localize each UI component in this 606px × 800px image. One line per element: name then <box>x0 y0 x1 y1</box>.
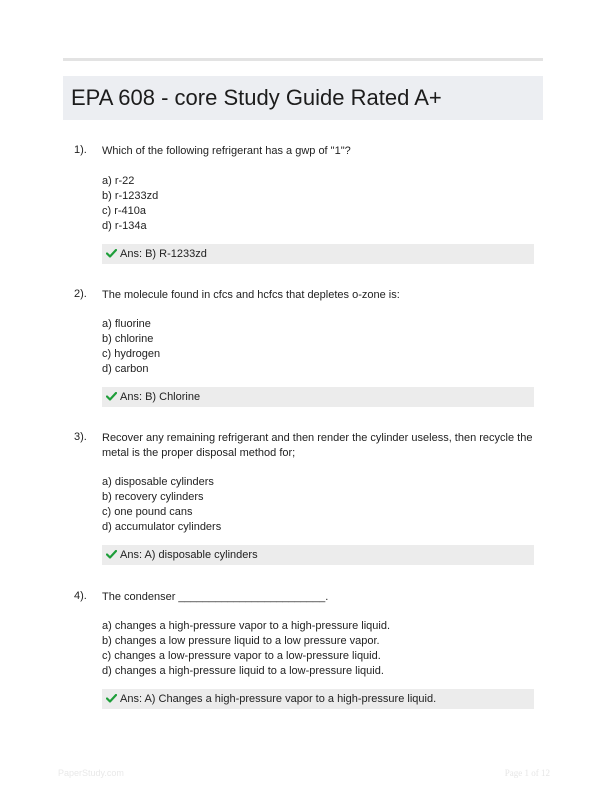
option-a: a) disposable cylinders <box>102 476 214 488</box>
question-number: 2). <box>74 288 87 300</box>
option-d: d) r-134a <box>102 220 147 232</box>
option-b: b) changes a low pressure liquid to a low pressure vapor. <box>102 635 380 647</box>
answer-text: Ans: A) disposable cylinders <box>120 549 258 561</box>
question-number: 1). <box>74 144 87 156</box>
option-d: d) carbon <box>102 363 149 375</box>
page-number: Page 1 of 12 <box>504 768 550 778</box>
question-text: The condenser ________________________. <box>102 591 329 603</box>
question-number: 4). <box>74 590 87 602</box>
check-icon <box>106 392 117 401</box>
answer-box <box>102 387 534 407</box>
option-c: c) changes a low-pressure vapor to a low-pressure liquid. <box>102 650 381 662</box>
check-icon <box>106 249 117 258</box>
page-title: EPA 608 - core Study Guide Rated A+ <box>71 85 442 110</box>
option-c: c) hydrogen <box>102 348 161 360</box>
answer-box <box>102 244 534 264</box>
answer-text: Ans: B) R-1233zd <box>120 248 207 260</box>
answer-text: Ans: B) Chlorine <box>120 391 201 403</box>
check-icon <box>106 694 117 703</box>
check-icon <box>106 550 117 559</box>
option-b: b) r-1233zd <box>102 190 159 202</box>
option-a: a) r-22 <box>102 175 135 187</box>
footer-watermark: PaperStudy.com <box>58 768 124 778</box>
answer-box <box>102 545 534 565</box>
answer-box <box>102 689 534 709</box>
option-a: a) fluorine <box>102 318 151 330</box>
answer-text: Ans: A) Changes a high-pressure vapor to a high-pressure liquid. <box>120 693 437 705</box>
top-divider <box>63 58 543 61</box>
option-c: c) r-410a <box>102 205 147 217</box>
question-text: Which of the following refrigerant has a gwp of "1"? <box>102 145 351 157</box>
option-d: d) changes a high-pressure liquid to a low-pressure liquid. <box>102 665 384 677</box>
option-b: b) recovery cylinders <box>102 491 204 503</box>
option-d: d) accumulator cylinders <box>102 521 222 533</box>
option-c: c) one pound cans <box>102 506 193 518</box>
question-number: 3). <box>74 431 87 443</box>
option-a: a) changes a high-pressure vapor to a high-pressure liquid. <box>102 620 390 632</box>
option-b: b) chlorine <box>102 333 154 345</box>
title-banner <box>63 76 543 120</box>
question-text: The molecule found in cfcs and hcfcs that depletes o-zone is: <box>102 289 400 301</box>
question-text: Recover any remaining refrigerant and then render the cylinder useless, then recycle the metal is the proper disposal method for; <box>102 432 533 459</box>
